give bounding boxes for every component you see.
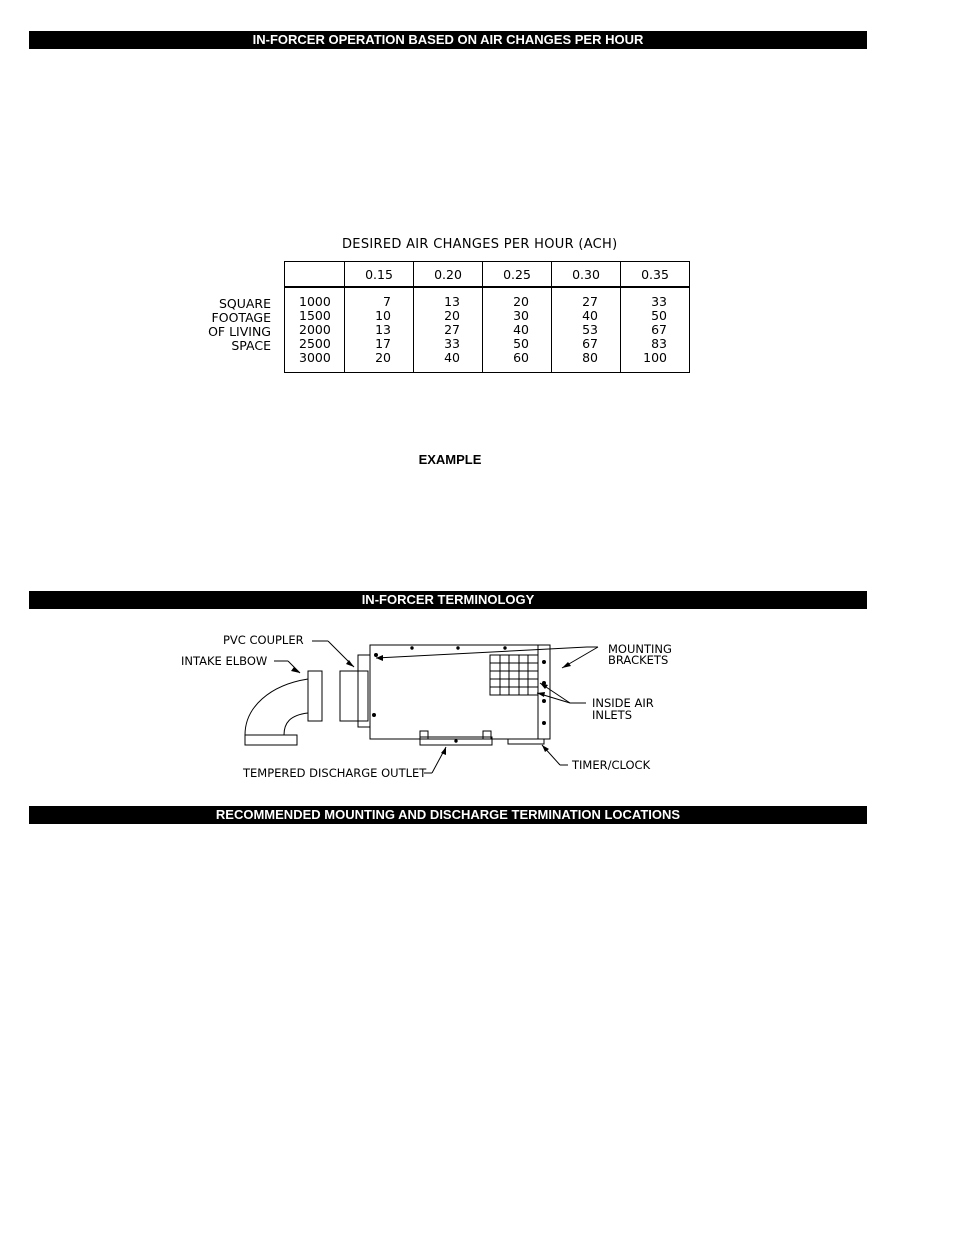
table-cell: 20 (513, 294, 529, 309)
table-cell: 17 (375, 336, 391, 351)
inside-air-inlet-grille (490, 655, 538, 695)
square-footage-column (285, 287, 345, 373)
section-header-terminology: IN-FORCER TERMINOLOGY (29, 591, 867, 609)
table-cell: 2000 (299, 322, 331, 337)
table-header-ach: 0.20 (414, 262, 483, 288)
ach-table-title: DESIRED AIR CHANGES PER HOUR (ACH) (342, 237, 618, 252)
table-cell: 100 (643, 350, 667, 365)
table-header-ach: 0.15 (345, 262, 414, 288)
table-cell: 40 (444, 350, 460, 365)
table-cell: 33 (444, 336, 460, 351)
row-label-line-3: OF LIVING (208, 324, 271, 339)
pvc-coupler-label: PVC COUPLER (223, 633, 304, 647)
table-cell: 20 (444, 308, 460, 323)
table-header-blank (285, 262, 345, 288)
table-cell: 3000 (299, 350, 331, 365)
table-cell: 40 (582, 308, 598, 323)
in-forcer-terminology-diagram (150, 625, 690, 785)
table-cell: 2500 (299, 336, 331, 351)
table-cell: 80 (582, 350, 598, 365)
table-cell: 1000 (299, 294, 331, 309)
mounting-brackets-label-2: BRACKETS (608, 653, 669, 667)
table-cell: 53 (582, 322, 598, 337)
mounting-brackets-label-1: MOUNTING (608, 642, 672, 656)
table-cell: 40 (513, 322, 529, 337)
intake-elbow (245, 671, 322, 745)
ach-column (414, 287, 483, 373)
table-cell: 67 (651, 322, 667, 337)
timer-clock (508, 739, 544, 744)
example-label: EXAMPLE (418, 452, 482, 467)
table-header-ach: 0.35 (621, 262, 690, 288)
pvc-coupler (340, 671, 368, 721)
row-label-line-2: FOOTAGE (211, 310, 271, 325)
table-cell: 30 (513, 308, 529, 323)
table-cell: 10 (375, 308, 391, 323)
ach-table (284, 261, 690, 373)
table-cell: 13 (375, 322, 391, 337)
row-label-line-1: SQUARE (218, 296, 271, 311)
ach-column (483, 287, 552, 373)
table-cell: 50 (513, 336, 529, 351)
ach-column (552, 287, 621, 373)
table-header-ach: 0.30 (552, 262, 621, 288)
row-label-line-4: SPACE (231, 338, 271, 353)
table-cell: 67 (582, 336, 598, 351)
ach-column (621, 287, 690, 373)
table-cell: 50 (651, 308, 667, 323)
timer-clock-label: TIMER/CLOCK (572, 758, 651, 772)
tempered-discharge-outlet-label: TEMPERED DISCHARGE OUTLET (243, 766, 427, 780)
table-cell: 60 (513, 350, 529, 365)
section-header-operation: IN-FORCER OPERATION BASED ON AIR CHANGES PER HOUR (29, 31, 867, 49)
table-header-ach: 0.25 (483, 262, 552, 288)
table-cell: 7 (383, 294, 391, 309)
tempered-discharge-outlet (420, 731, 492, 745)
table-cell: 33 (651, 294, 667, 309)
inside-air-inlets-label-2: INLETS (592, 708, 632, 722)
table-cell: 27 (582, 294, 598, 309)
table-cell: 13 (444, 294, 460, 309)
intake-elbow-label: INTAKE ELBOW (181, 654, 268, 668)
table-cell: 1500 (299, 308, 331, 323)
table-cell: 20 (375, 350, 391, 365)
inside-air-inlets-label-1: INSIDE AIR (592, 696, 654, 710)
table-cell: 83 (651, 336, 667, 351)
unit-body (370, 645, 550, 739)
section-header-mounting: RECOMMENDED MOUNTING AND DISCHARGE TERMINATION LOCATIONS (29, 806, 867, 824)
table-cell: 27 (444, 322, 460, 337)
ach-column (345, 287, 414, 373)
